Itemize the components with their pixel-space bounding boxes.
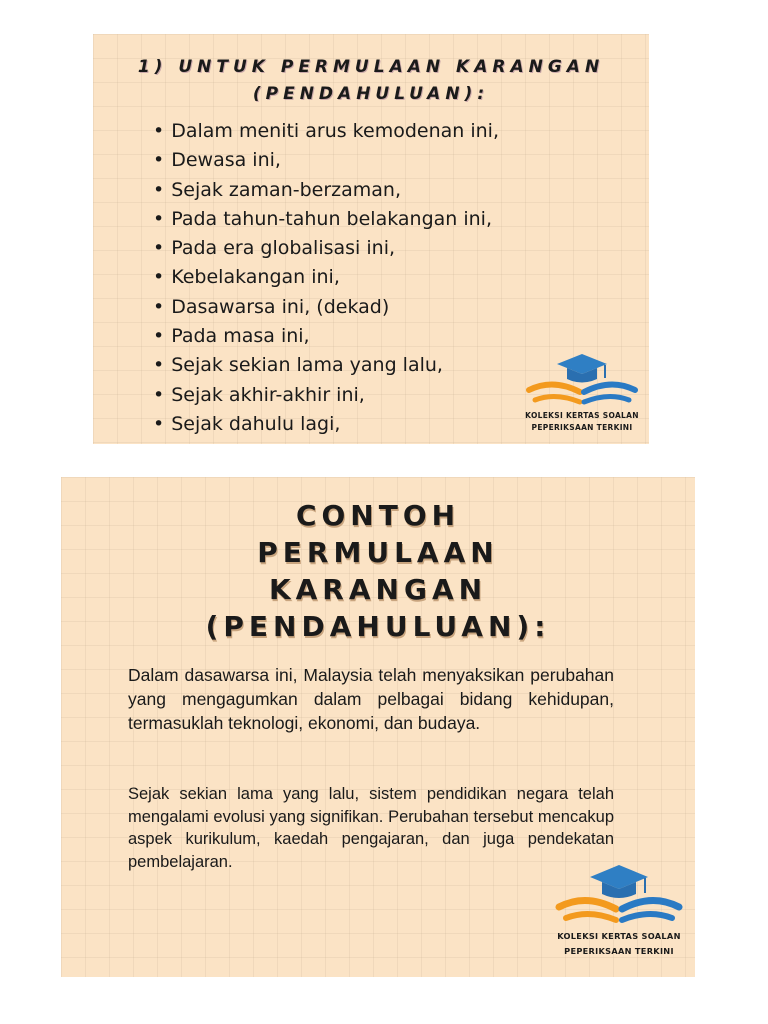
brand-logo (525, 352, 639, 430)
list-item: • Sejak zaman-berzaman, (153, 176, 499, 205)
logo-text-line-1: KOLEKSI KERTAS SOALAN (557, 931, 681, 941)
heading-line: CONTOH (295, 499, 461, 532)
list-item: • Kebelakangan ini, (153, 263, 499, 292)
list-item: • Dasawarsa ini, (dekad) (153, 293, 499, 322)
brand-logo (554, 863, 684, 963)
logo-text-line-1: KOLEKSI KERTAS SOALAN (525, 411, 639, 420)
heading-line: (PENDAHULUAN): (205, 610, 551, 643)
example-paragraph-1: Dalam dasawarsa ini, Malaysia telah menyaksikan perubahan yang mengagumkan dalam pelbagai bidang kehidupan, termasuklah teknologi, ekonomi, dan budaya. (128, 665, 614, 733)
list-item: • Dewasa ini, (153, 146, 499, 175)
heading-line: PERMULAAN (257, 536, 499, 569)
logo-text-line-2: PEPERIKSAAN TERKINI (564, 946, 674, 956)
slide-2 (61, 477, 695, 977)
logo-text-line-2: PEPERIKSAAN TERKINI (531, 423, 633, 432)
slide-1 (93, 34, 649, 444)
example-paragraph-2: Sejak sekian lama yang lalu, sistem pendidikan negara telah mengalami evolusi yang signifikan. Perubahan tersebut mencakup aspek kurikulum, kaedah pengajaran, dan juga pendekatan pembelajaran. (128, 785, 614, 871)
opening-phrases-list (153, 117, 499, 439)
list-item: • Sejak dahulu lagi, (153, 410, 499, 439)
heading-line: KARANGAN (268, 573, 488, 606)
list-item: • Pada tahun-tahun belakangan ini, (153, 205, 499, 234)
slide-2-heading (61, 497, 695, 645)
slide-1-heading: 1) UNTUK PERMULAAN KARANGAN (PENDAHULUAN): (137, 57, 605, 104)
graduation-book-icon (554, 863, 684, 929)
list-item: • Sejak sekian lama yang lalu, (153, 351, 499, 380)
list-item: • Pada masa ini, (153, 322, 499, 351)
graduation-book-icon (525, 352, 639, 410)
list-item: • Sejak akhir-akhir ini, (153, 381, 499, 410)
list-item: • Pada era globalisasi ini, (153, 234, 499, 263)
list-item: • Dalam meniti arus kemodenan ini, (153, 117, 499, 146)
